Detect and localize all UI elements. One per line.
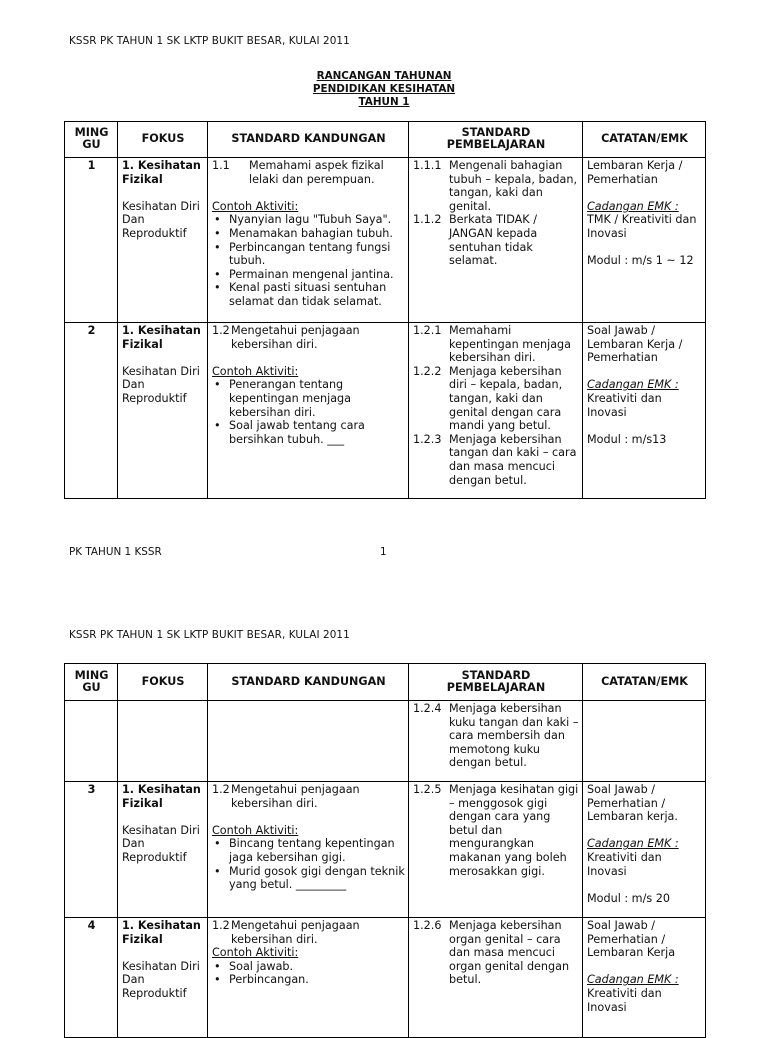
list-item: • Murid gosok gigi dengan teknik yang betul. _________ — [212, 865, 405, 892]
list-item: • Kenal pasti situasi sentuhan selamat dan tidak selamat. — [212, 281, 405, 308]
empty-cell — [118, 701, 208, 782]
fokus-sub: Kesihatan Diri Dan Reproduktif — [122, 199, 200, 240]
empty-cell — [208, 701, 409, 782]
col-header-standard-kandungan: STANDARD KANDUNGAN — [208, 122, 409, 158]
plan-table-2 — [64, 663, 706, 1038]
standard-kandungan-cell — [208, 323, 409, 499]
activity-list — [212, 960, 405, 987]
catatan-cell — [583, 323, 706, 499]
list-item: • Perbincangan tentang fungsi tubuh. — [212, 241, 405, 268]
emk-text: Kreativiti dan Inovasi — [587, 986, 662, 1014]
table-row — [65, 701, 706, 782]
page-header: KSSR PK TAHUN 1 SK LKTP BUKIT BESAR, KULAI 2011 — [69, 35, 350, 47]
list-item: • Bincang tentang kepentingan jaga kebersihan gigi. — [212, 837, 405, 864]
col-header-standard-pembelajaran: STANDARD PEMBELAJARAN — [409, 122, 583, 158]
emk-text: Kreativiti dan Inovasi — [587, 850, 662, 878]
sp-number: 1.2.3 — [413, 432, 442, 446]
plan-table-1 — [64, 121, 706, 499]
catatan-text: Soal Jawab / Pemerhatian / Lembaran kerja. — [587, 783, 678, 824]
table-row — [65, 323, 706, 499]
week-number: 3 — [65, 782, 118, 918]
activity-list — [212, 378, 405, 446]
list-item: • Perbincangan. — [212, 973, 405, 987]
col-header-fokus: FOKUS — [118, 122, 208, 158]
emk-text: Kreativiti dan Inovasi — [587, 391, 662, 419]
table-row — [65, 918, 706, 1038]
fokus-cell — [118, 782, 208, 918]
col-header-catatan: CATATAN/EMK — [583, 664, 706, 701]
fokus-sub: Kesihatan Diri Dan Reproduktif — [122, 959, 200, 1000]
footer-label: PK TAHUN 1 KSSR — [69, 546, 162, 558]
empty-cell — [583, 701, 706, 782]
activity-list — [212, 213, 405, 308]
contoh-aktiviti-label: Contoh Aktiviti: — [212, 199, 299, 213]
fokus-title: 1. Kesihatan Fizikal — [122, 919, 201, 946]
cadangan-emk-label: Cadangan EMK : — [587, 378, 679, 392]
standard-pembelajaran-cell — [409, 701, 583, 782]
catatan-text: Soal Jawab / Pemerhatian / Lembaran Kerja — [587, 919, 676, 960]
title-line-3: TAHUN 1 — [358, 96, 410, 108]
cadangan-emk-label: Cadangan EMK : — [587, 199, 679, 213]
list-item: • Soal jawab tentang cara bersihkan tubuh. ___ — [212, 419, 405, 446]
cadangan-emk-label: Cadangan EMK : — [587, 973, 679, 987]
list-item: • Penerangan tentang kepentingan menjaga kebersihan diri. — [212, 378, 405, 419]
col-header-fokus: FOKUS — [118, 664, 208, 701]
fokus-sub: Kesihatan Diri Dan Reproduktif — [122, 364, 200, 405]
table-header-row — [65, 122, 706, 158]
standard-kandungan-cell — [208, 782, 409, 918]
emk-text: TMK / Kreativiti dan Inovasi — [587, 213, 697, 240]
sp-number: 1.2.4 — [413, 702, 442, 715]
col-header-standard-kandungan: STANDARD KANDUNGAN — [208, 664, 409, 701]
standard-pembelajaran-cell — [409, 323, 583, 499]
col-header-minggu: MING GU — [65, 664, 118, 701]
catatan-cell — [583, 918, 706, 1038]
sp-number: 1.2.2 — [413, 364, 442, 378]
fokus-cell — [118, 323, 208, 499]
standard-pembelajaran-cell — [409, 782, 583, 918]
modul-text: Modul : m/s 20 — [587, 891, 670, 905]
page-header: KSSR PK TAHUN 1 SK LKTP BUKIT BESAR, KULAI 2011 — [69, 629, 350, 641]
sk-number: 1.2 — [212, 919, 230, 932]
standard-pembelajaran-cell — [409, 158, 583, 323]
modul-text: Modul : m/s 1 ~ 12 — [587, 254, 694, 268]
fokus-cell — [118, 158, 208, 323]
col-header-standard-pembelajaran: STANDARD PEMBELAJARAN — [409, 664, 583, 701]
list-item: • Permainan mengenal jantina. — [212, 268, 405, 282]
week-number: 2 — [65, 323, 118, 499]
sk-text: Memahami aspek fizikal lelaki dan perempuan. — [249, 159, 384, 186]
sk-text: Mengetahui penjagaan kebersihan diri. — [231, 324, 360, 351]
sp-text: Memahami kepentingan menjaga kebersihan diri. — [449, 324, 572, 365]
sp-number: 1.2.5 — [413, 783, 442, 796]
fokus-cell — [118, 918, 208, 1038]
sk-number: 1.1 — [212, 159, 230, 172]
sp-number: 1.2.1 — [413, 324, 442, 337]
table-header-row — [65, 664, 706, 701]
sp-number: 1.1.1 — [413, 159, 442, 172]
fokus-title: 1. Kesihatan Fizikal — [122, 324, 201, 351]
list-item: • Soal jawab. — [212, 960, 405, 974]
cadangan-emk-label: Cadangan EMK : — [587, 837, 679, 851]
sk-number: 1.2 — [212, 783, 230, 796]
catatan-text: Soal Jawab / Lembaran Kerja / Pemerhatian — [587, 324, 683, 365]
catatan-cell — [583, 158, 706, 323]
sp-text: Menjaga kesihatan gigi – menggosok gigi dengan cara yang betul dan mengurangkan makanan yang boleh merosakkan gigi. — [449, 783, 579, 878]
page-number: 1 — [380, 546, 387, 558]
activity-list — [212, 837, 405, 891]
modul-text: Modul : m/s13 — [587, 432, 667, 446]
sp-text: Mengenali bahagian tubuh – kepala, badan, tangan, kaki dan genital. — [449, 159, 578, 213]
empty-cell — [65, 701, 118, 782]
catatan-text: Lembaran Kerja / Pemerhatian — [587, 159, 683, 186]
contoh-aktiviti-label: Contoh Aktiviti: — [212, 364, 299, 378]
title-line-1: RANCANGAN TAHUNAN — [316, 70, 452, 82]
fokus-title: 1. Kesihatan Fizikal — [122, 159, 201, 186]
table-row — [65, 158, 706, 323]
fokus-title: 1. Kesihatan Fizikal — [122, 783, 201, 810]
week-number: 1 — [65, 158, 118, 323]
sp-number: 1.2.6 — [413, 919, 442, 932]
sp-text: Menjaga kebersihan organ genital – cara dan masa mencuci organ genital dengan betul. — [449, 919, 570, 987]
sk-text: Mengetahui penjagaan kebersihan diri. — [231, 919, 360, 946]
standard-pembelajaran-cell — [409, 918, 583, 1038]
fokus-sub: Kesihatan Diri Dan Reproduktif — [122, 823, 200, 864]
document-title — [0, 70, 768, 109]
standard-kandungan-cell — [208, 158, 409, 323]
week-number: 4 — [65, 918, 118, 1038]
catatan-cell — [583, 782, 706, 918]
sk-text: Mengetahui penjagaan kebersihan diri. — [231, 783, 360, 810]
table-row — [65, 782, 706, 918]
col-header-catatan: CATATAN/EMK — [583, 122, 706, 158]
sp-text: Menjaga kebersihan tangan dan kaki – cara dan masa mencuci dengan betul. — [449, 432, 577, 487]
list-item: • Nyanyian lagu "Tubuh Saya". — [212, 213, 405, 227]
sp-text: Berkata TIDAK / JANGAN kepada sentuhan tidak selamat. — [449, 213, 538, 268]
list-item: • Menamakan bahagian tubuh. — [212, 227, 405, 241]
standard-kandungan-cell — [208, 918, 409, 1038]
sp-text: Menjaga kebersihan diri – kepala, badan, tangan, kaki dan genital dengan cara mandi yang betul. — [449, 364, 563, 433]
title-line-2: PENDIDIKAN KESIHATAN — [312, 83, 456, 95]
sp-text: Menjaga kebersihan kuku tangan dan kaki – cara membersih dan memotong kuku dengan betul. — [449, 702, 579, 770]
col-header-minggu: MING GU — [65, 122, 118, 158]
contoh-aktiviti-label: Contoh Aktiviti: — [212, 823, 299, 837]
sk-number: 1.2 — [212, 324, 230, 337]
sp-number: 1.1.2 — [413, 213, 442, 227]
contoh-aktiviti-label: Contoh Aktiviti: — [212, 946, 299, 960]
